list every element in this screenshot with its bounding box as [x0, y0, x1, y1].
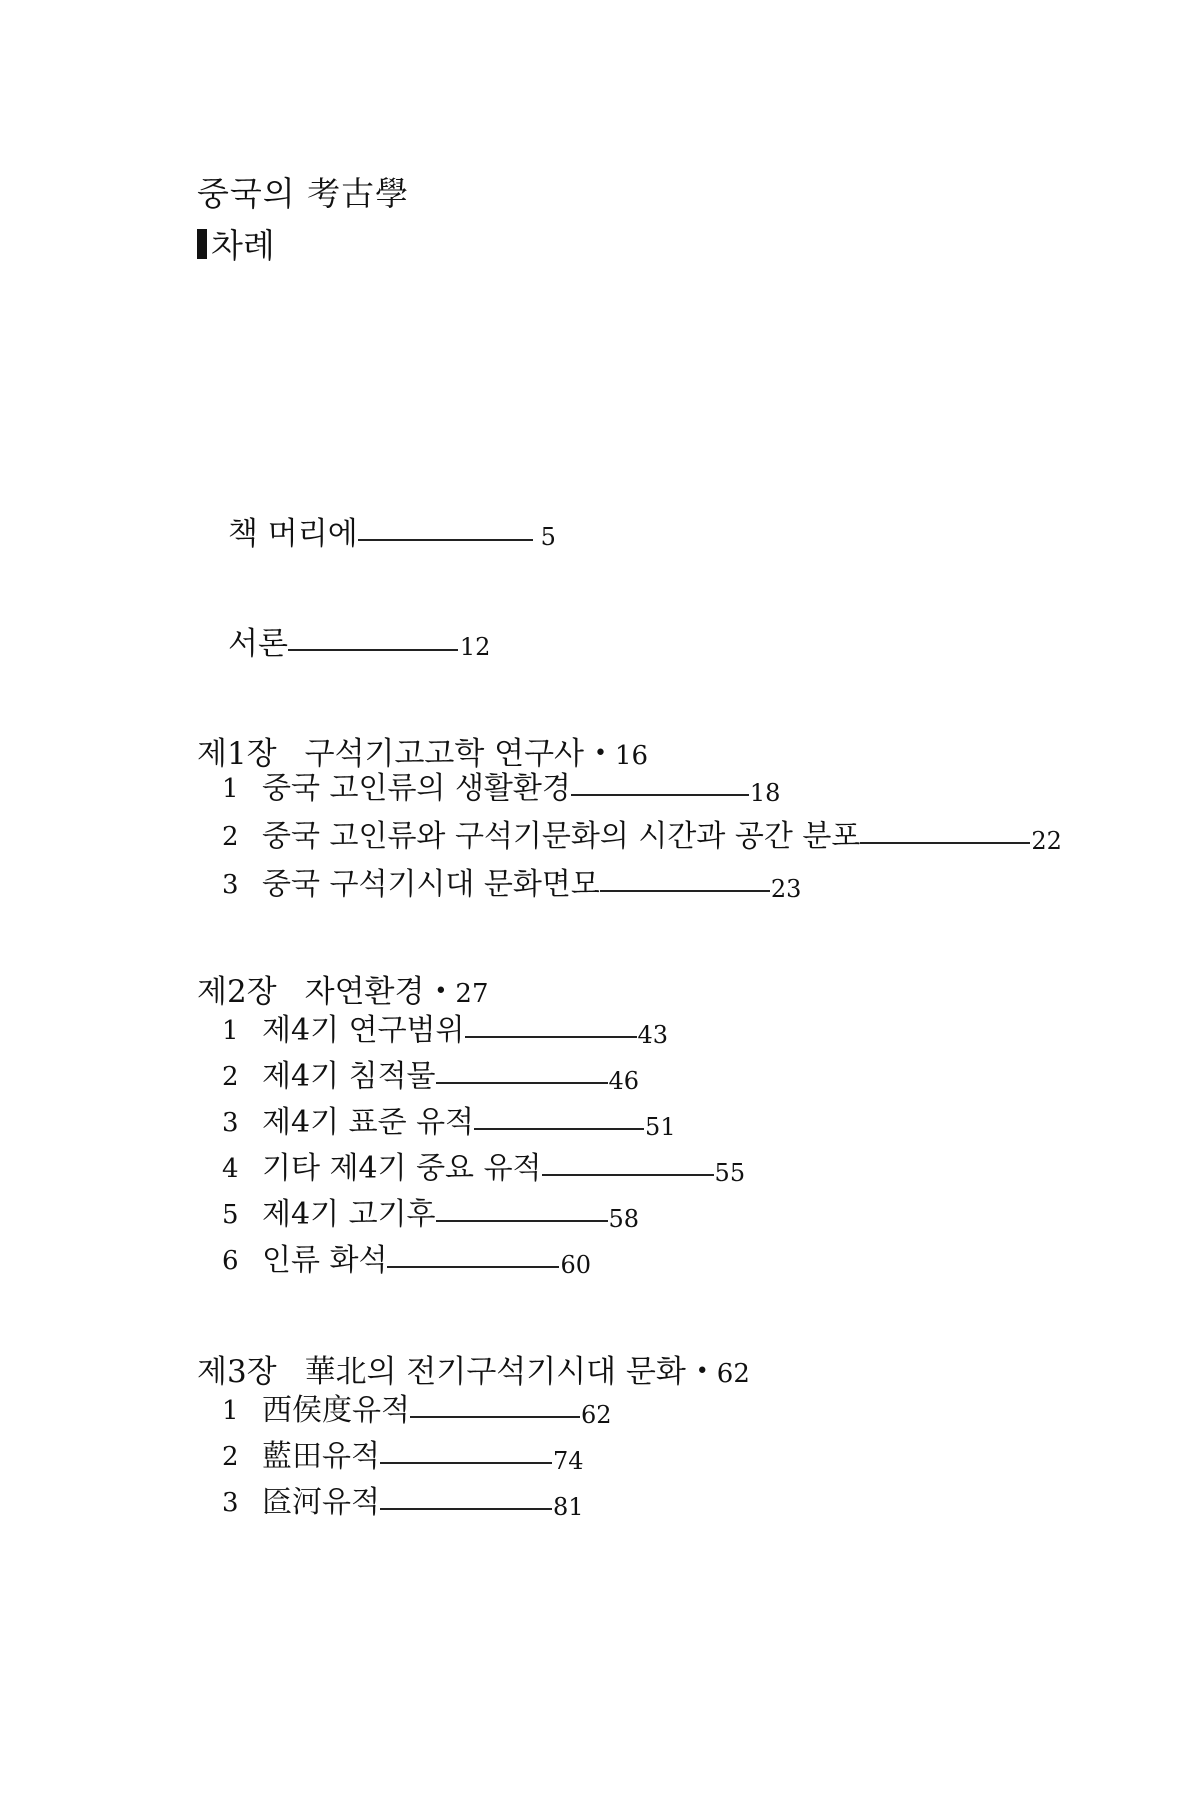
toc-section[interactable]	[222, 1012, 668, 1050]
section-number: 2	[222, 1062, 239, 1092]
chapter-2-heading[interactable]	[197, 966, 489, 1011]
toc-section[interactable]	[222, 1104, 676, 1142]
entry-label: 서론	[228, 626, 288, 662]
page-number: 5	[540, 523, 556, 551]
section-label: 匼河유적	[262, 1485, 380, 1520]
page-number: 12	[459, 633, 491, 661]
toc-section[interactable]	[222, 1196, 639, 1234]
chapter-page: 62	[716, 1359, 750, 1389]
section-number: 2	[222, 1442, 239, 1472]
toc-entry-preface[interactable]	[228, 515, 556, 553]
bullet-icon: •	[434, 979, 448, 1004]
page-number: 58	[608, 1205, 640, 1233]
chapter-number: 제2장	[197, 974, 277, 1010]
dot-leader	[465, 1036, 637, 1038]
toc-section[interactable]	[222, 1392, 612, 1430]
chapter-3-heading[interactable]	[197, 1346, 750, 1391]
dot-leader	[410, 1416, 580, 1418]
toc-section[interactable]	[222, 1438, 584, 1476]
page-number: 55	[714, 1159, 746, 1187]
toc-section[interactable]	[222, 818, 1062, 856]
toc-section[interactable]	[222, 1242, 591, 1280]
toc-section[interactable]	[222, 1150, 745, 1188]
toc-heading	[197, 220, 275, 267]
section-number: 1	[222, 1016, 239, 1046]
page-number: 81	[552, 1493, 584, 1521]
toc-section[interactable]	[222, 770, 780, 808]
chapter-title: 華北의 전기구석기시대 문화	[304, 1354, 686, 1390]
chapter-title: 자연환경	[304, 974, 425, 1010]
section-label: 중국 구석기시대 문화면모	[262, 867, 600, 902]
dot-leader	[288, 649, 458, 651]
dot-leader	[860, 842, 1030, 844]
chapter-number: 제3장	[197, 1354, 277, 1390]
page-number: 22	[1031, 827, 1062, 855]
dot-leader	[571, 794, 749, 796]
chapter-page: 27	[455, 979, 489, 1009]
dot-leader	[600, 890, 770, 892]
section-number: 3	[222, 870, 239, 900]
chapter-title: 구석기고고학 연구사	[304, 736, 584, 772]
dot-leader	[358, 539, 533, 541]
section-label: 중국 고인류의 생활환경	[262, 771, 571, 806]
section-number: 3	[222, 1488, 239, 1518]
page-number: 74	[552, 1447, 584, 1475]
section-label: 西侯度유적	[262, 1393, 410, 1428]
section-number: 5	[222, 1200, 239, 1230]
bullet-icon: •	[695, 1359, 709, 1384]
book-title: 중국의 考古學	[197, 174, 410, 213]
heading-marker-icon	[197, 229, 207, 259]
dot-leader	[542, 1174, 714, 1176]
section-number: 2	[222, 822, 239, 852]
section-label: 제4기 침적물	[262, 1059, 436, 1094]
page-number: 60	[560, 1251, 592, 1279]
section-label: 제4기 고기후	[262, 1197, 436, 1232]
section-label: 기타 제4기 중요 유적	[262, 1151, 542, 1186]
dot-leader	[380, 1462, 552, 1464]
section-number: 3	[222, 1108, 239, 1138]
toc-heading-label: 차례	[211, 226, 275, 265]
entry-label: 책 머리에	[228, 516, 358, 552]
section-label: 중국 고인류와 구석기문화의 시간과 공간 분포	[262, 819, 861, 854]
toc-entry-intro[interactable]	[228, 625, 490, 663]
dot-leader	[436, 1082, 608, 1084]
dot-leader	[436, 1220, 608, 1222]
page-number: 51	[645, 1113, 676, 1141]
section-label: 제4기 표준 유적	[262, 1105, 475, 1140]
page-number: 23	[770, 875, 802, 903]
page-number: 62	[580, 1401, 612, 1429]
section-number: 4	[222, 1154, 239, 1184]
dot-leader	[387, 1266, 559, 1268]
section-number: 1	[222, 1396, 239, 1426]
section-number: 6	[222, 1246, 239, 1276]
section-label: 藍田유적	[262, 1439, 380, 1474]
page-number: 46	[608, 1067, 640, 1095]
page-number: 43	[637, 1021, 669, 1049]
section-label: 제4기 연구범위	[262, 1013, 465, 1048]
chapter-number: 제1장	[197, 736, 277, 772]
chapter-page: 16	[614, 741, 649, 771]
chapter-1-heading[interactable]	[197, 728, 648, 773]
section-label: 인류 화석	[262, 1243, 388, 1278]
toc-section[interactable]	[222, 1484, 584, 1522]
bullet-icon: •	[594, 741, 607, 766]
page-number: 18	[749, 779, 781, 807]
dot-leader	[380, 1508, 552, 1510]
toc-section[interactable]	[222, 866, 801, 904]
dot-leader	[474, 1128, 644, 1130]
toc-section[interactable]	[222, 1058, 639, 1096]
section-number: 1	[222, 774, 239, 804]
